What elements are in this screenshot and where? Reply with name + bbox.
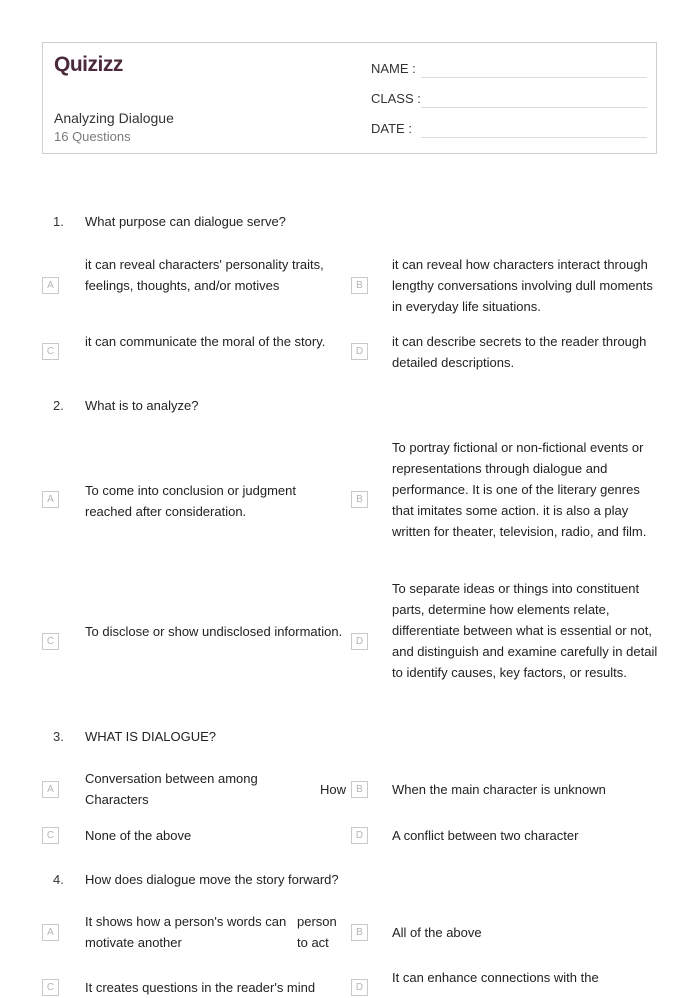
- question-text: How does dialogue move the story forward?: [85, 872, 339, 887]
- option-d-text: A conflict between two character: [392, 828, 579, 843]
- name-line: [421, 77, 647, 78]
- name-label: NAME :: [371, 61, 416, 76]
- option-d-text: It can enhance connections with the: [392, 970, 599, 985]
- option-d-box[interactable]: D: [351, 979, 368, 996]
- option-b-box[interactable]: B: [351, 491, 368, 508]
- option-c-text: it can communicate the moral of the story.: [85, 334, 326, 349]
- question-number: 3.: [53, 729, 64, 744]
- class-field: [371, 91, 421, 106]
- question-number: 2.: [53, 398, 64, 413]
- option-b-text: All of the above: [392, 925, 482, 940]
- option-c-text: To disclose or show undisclosed information.: [85, 624, 343, 639]
- option-a-box[interactable]: A: [42, 277, 59, 294]
- option-a-text: it can reveal characters' personality traits, feelings, thoughts, and/or motives: [85, 257, 324, 293]
- option-d-box[interactable]: D: [351, 827, 368, 844]
- question-count: 16 Questions: [54, 129, 131, 144]
- overflow-text: How: [320, 782, 347, 797]
- worksheet-header: [42, 42, 657, 154]
- overflow-text: person to act: [297, 914, 337, 950]
- option-a-text: It shows how a person's words can motivate another: [85, 914, 287, 950]
- date-field: [371, 121, 412, 136]
- class-label: CLASS :: [371, 91, 421, 106]
- date-line: [421, 137, 647, 138]
- option-b-box[interactable]: B: [351, 924, 368, 941]
- option-a-box[interactable]: A: [42, 924, 59, 941]
- option-c-box[interactable]: C: [42, 827, 59, 844]
- option-c-box[interactable]: C: [42, 979, 59, 996]
- option-d-text: To separate ideas or things into constituent parts, determine how elements relate, differentiate between what is essential or not, and distinguish and examine carefully in detail to identify causes, key factors, or results.: [392, 581, 658, 680]
- option-c-text: None of the above: [85, 828, 192, 843]
- option-a-text: To come into conclusion or judgment reached after consideration.: [85, 483, 297, 519]
- option-b-text: When the main character is unknown: [392, 782, 606, 797]
- question-text: What purpose can dialogue serve?: [85, 214, 286, 229]
- date-label: DATE :: [371, 121, 412, 136]
- option-a-text: Conversation between among Characters: [85, 771, 258, 807]
- option-b-text: it can reveal how characters interact through lengthy conversations involving dull moments in everyday life situations.: [392, 257, 653, 314]
- option-b-text: To portray fictional or non-fictional events or representations through dialogue and performance. It is one of the literary genres that imitates some action. it is also a play written for theater, television, radio, and film.: [392, 440, 647, 539]
- option-a-box[interactable]: A: [42, 781, 59, 798]
- worksheet-title: Analyzing Dialogue: [54, 110, 174, 126]
- quizizz-logo: Quizizz: [54, 53, 123, 76]
- option-b-box[interactable]: B: [351, 277, 368, 294]
- question-number: 4.: [53, 872, 64, 887]
- name-field: [371, 61, 416, 76]
- class-line: [421, 107, 647, 108]
- option-c-text: It creates questions in the reader's mind: [85, 980, 316, 995]
- option-b-box[interactable]: B: [351, 781, 368, 798]
- option-c-box[interactable]: C: [42, 633, 59, 650]
- question-text: WHAT IS DIALOGUE?: [85, 729, 216, 744]
- option-d-box[interactable]: D: [351, 343, 368, 360]
- option-d-box[interactable]: D: [351, 633, 368, 650]
- option-d-text: it can describe secrets to the reader through detailed descriptions.: [392, 334, 647, 370]
- option-c-box[interactable]: C: [42, 343, 59, 360]
- question-number: 1.: [53, 214, 64, 229]
- question-text: What is to analyze?: [85, 398, 199, 413]
- option-a-box[interactable]: A: [42, 491, 59, 508]
